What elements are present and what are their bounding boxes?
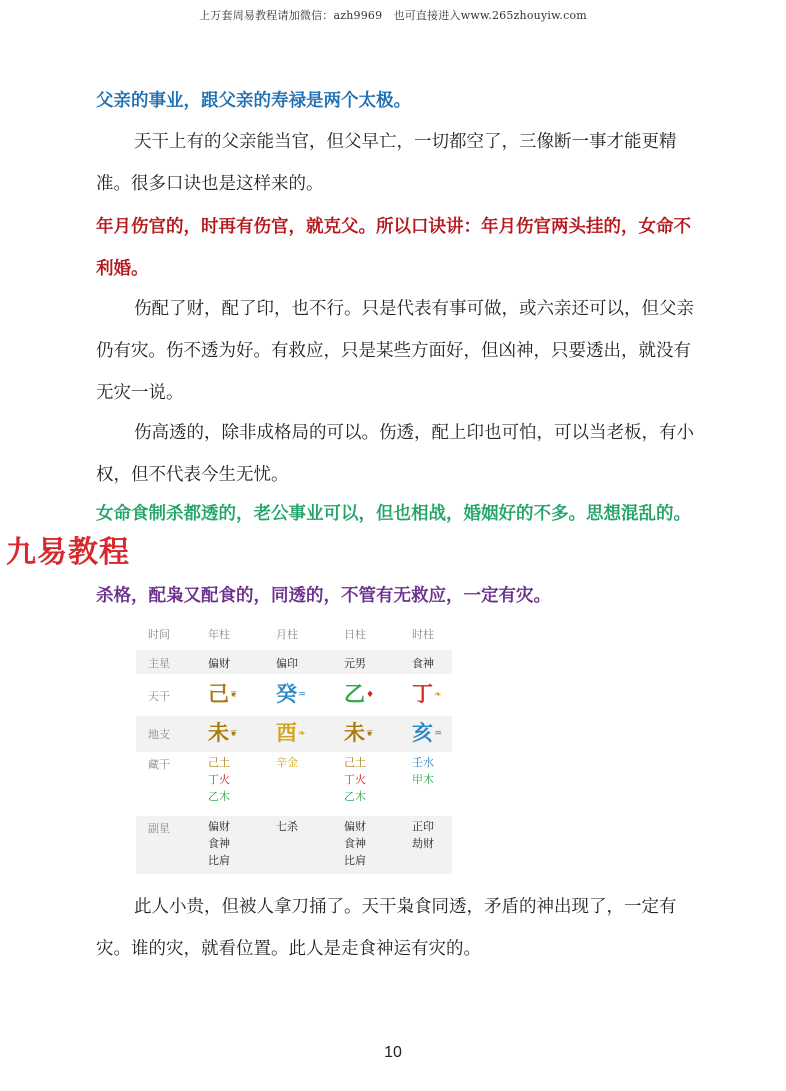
branch-day: 未❦ bbox=[344, 721, 374, 745]
watermark: 九易教程 bbox=[6, 535, 130, 570]
sub-star-row bbox=[136, 816, 452, 874]
main-star-row bbox=[136, 650, 452, 674]
fire-icon: ♦ bbox=[366, 690, 375, 700]
earth-icon: ❦ bbox=[366, 729, 374, 739]
header-hour: 时柱 bbox=[412, 628, 434, 641]
branches-label: 地支 bbox=[148, 728, 170, 741]
hidden-hour: 壬水 甲木 bbox=[412, 756, 434, 786]
header-day: 日柱 bbox=[344, 628, 366, 641]
hidden-day: 己土 丁火 乙木 bbox=[344, 756, 366, 803]
stem-hour: 丁❧ bbox=[412, 682, 442, 706]
branch-year: 未❦ bbox=[208, 721, 238, 745]
stem-day: 乙♦ bbox=[344, 682, 375, 706]
hidden-stems-row bbox=[136, 754, 452, 812]
page-number: 10 bbox=[384, 1044, 402, 1061]
branches-row bbox=[136, 716, 452, 752]
main-star-hour: 食神 bbox=[412, 657, 434, 670]
sub-star-day: 偏财 食神 比肩 bbox=[344, 820, 366, 867]
metal-icon: ❧ bbox=[298, 729, 306, 739]
sub-star-month: 七杀 bbox=[276, 820, 298, 833]
header-month: 月柱 bbox=[276, 628, 298, 641]
header-time: 时间 bbox=[148, 628, 170, 641]
stems-label: 天干 bbox=[148, 690, 170, 703]
hidden-month: 辛金 bbox=[276, 756, 298, 769]
para-high-transparent: 伤高透的，除非成格局的可以。伤透，配上印也可怕，可以当老板，有小权，但不代表今生无忧。 bbox=[96, 423, 694, 485]
para-killing-pattern: 杀格，配枭又配食的，同透的，不管有无救应，一定有灾。 bbox=[96, 586, 551, 606]
para-heavenly-stem: 天干上有的父亲能当官，但父早亡，一切都空了，三像断一事才能更精准。很多口诀也是这样来的。 bbox=[96, 132, 677, 194]
bazi-chart bbox=[136, 620, 452, 876]
hidden-year: 己土 丁火 乙木 bbox=[208, 756, 230, 803]
branch-hour: 亥♒ bbox=[412, 721, 443, 745]
chart-header-row bbox=[136, 626, 452, 646]
para-hurting-officer: 年月伤官的，时再有伤官，就克父。所以口诀讲：年月伤官两头挂的，女命不利婚。 bbox=[96, 217, 691, 279]
para-father-career: 父亲的事业，跟父亲的寿禄是两个太极。 bbox=[96, 91, 411, 111]
main-star-year: 偏财 bbox=[208, 657, 230, 670]
para-wealth-seal: 伤配了财，配了印，也不行。只是代表有事可做，或六亲还可以，但父亲仍有灾。伤不透为好。有救应，只是某些方面好，但凶神，只要透出，就没有无灾一说。 bbox=[96, 299, 694, 403]
flame-icon: ❧ bbox=[434, 690, 442, 700]
water-icon: ♒ bbox=[434, 729, 443, 739]
sub-star-year: 偏财 食神 比肩 bbox=[208, 820, 230, 867]
main-star-day: 元男 bbox=[344, 657, 366, 670]
stems-row bbox=[136, 678, 452, 712]
para-conclusion: 此人小贵，但被人拿刀捅了。天干枭食同透，矛盾的神出现了，一定有灾。谁的灾，就看位置。此人是走食神运有灾的。 bbox=[96, 897, 677, 959]
earth-icon: ❦ bbox=[230, 729, 238, 739]
water-icon: ♒ bbox=[298, 690, 307, 700]
sub-star-label: 副星 bbox=[148, 822, 170, 835]
para-female-destiny: 女命食制杀都透的，老公事业可以，但也相战，婚姻好的不多。思想混乱的。 bbox=[96, 504, 691, 524]
main-star-label: 主星 bbox=[148, 657, 170, 670]
header-year: 年柱 bbox=[208, 628, 230, 641]
main-star-month: 偏印 bbox=[276, 657, 298, 670]
earth-icon: ❦ bbox=[230, 690, 238, 700]
branch-month: 酉❧ bbox=[276, 721, 306, 745]
stem-year: 己❦ bbox=[208, 682, 238, 706]
sub-star-hour: 正印 劫财 bbox=[412, 820, 434, 850]
hidden-stems-label: 藏干 bbox=[148, 758, 170, 771]
page-header: 上万套周易教程请加微信：azh9969 也可直接进入www.265zhouyiw.com bbox=[199, 9, 587, 22]
stem-month: 癸♒ bbox=[276, 682, 307, 706]
